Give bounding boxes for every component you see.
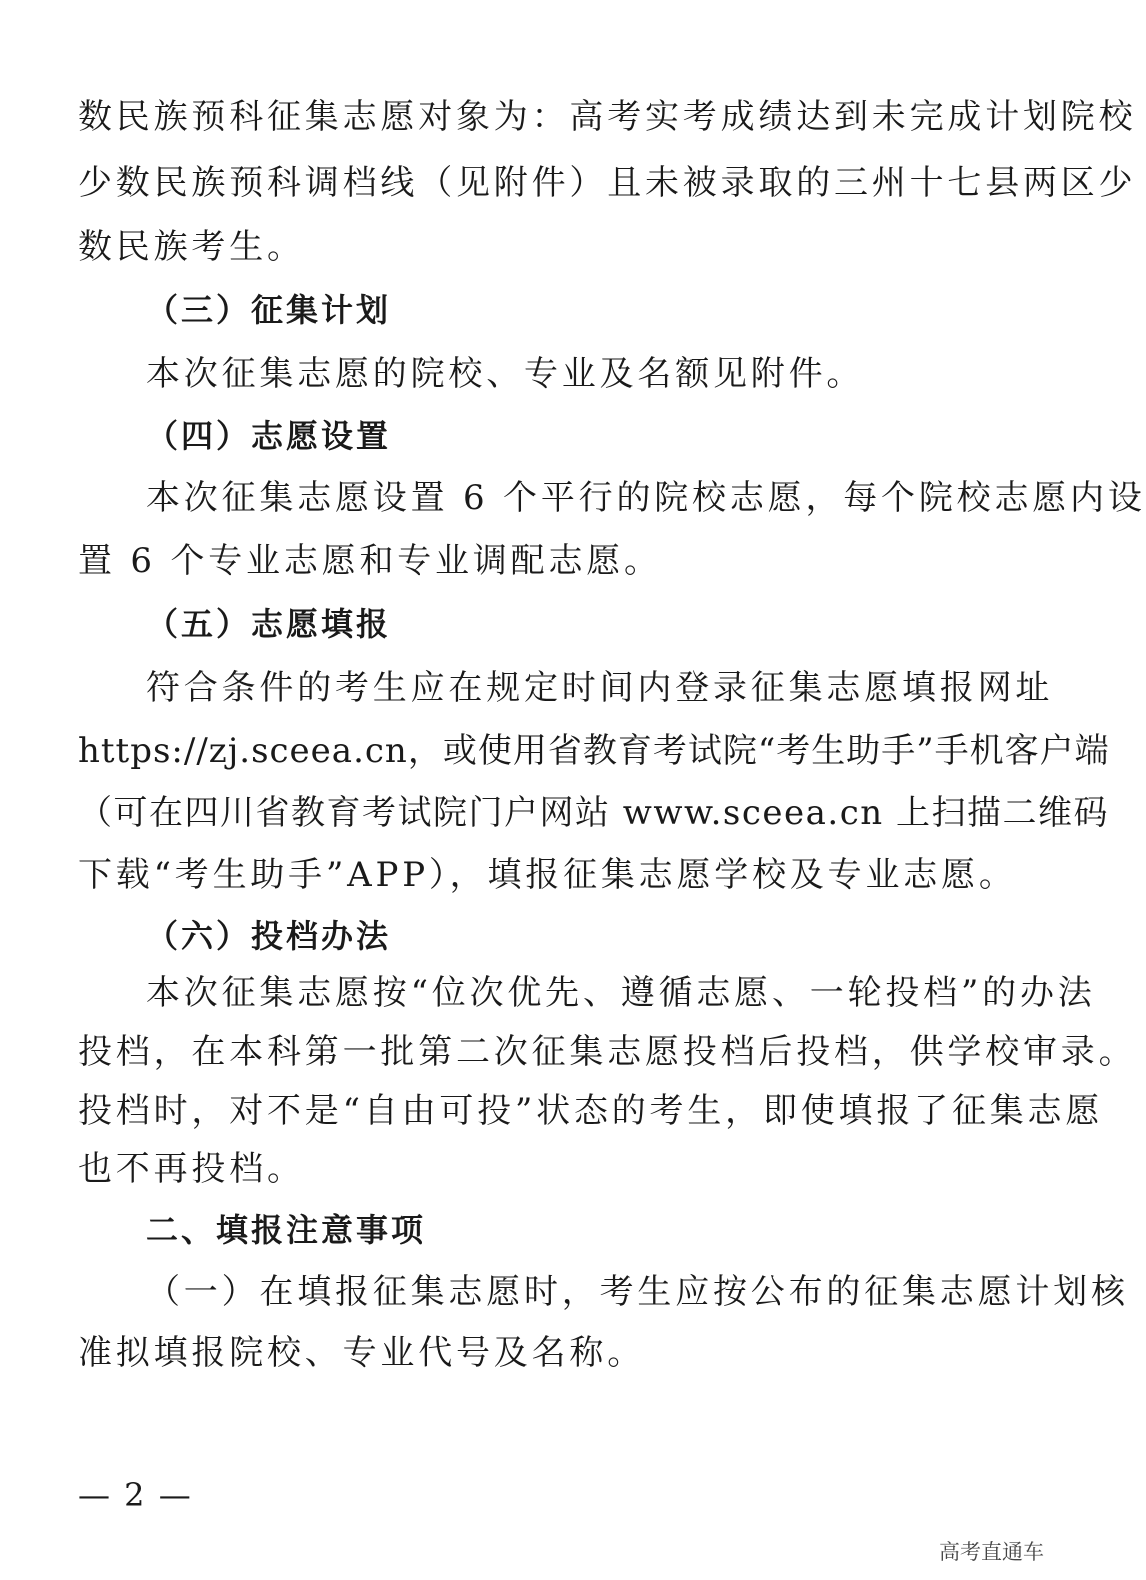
watermark-text: 高考直通车 xyxy=(939,1540,1044,1564)
paragraph-line-url: https://zj.sceea.cn，或使用省教育考试院“考生助手”手机客户端 xyxy=(78,731,1110,771)
paragraph-line: 本次征集志愿的院校、专业及名额见附件。 xyxy=(146,354,865,394)
section-heading-method: （六）投档办法 xyxy=(146,917,392,955)
paragraph-line: 少数民族预科调档线（见附件）且未被录取的三州十七县两区少 xyxy=(78,163,1137,203)
paragraph-line: 也不再投档。 xyxy=(78,1149,305,1189)
paragraph-line: 置 6 个专业志愿和专业调配志愿。 xyxy=(78,541,662,581)
paragraph-line: （一）在填报征集志愿时，考生应按公布的征集志愿计划核 xyxy=(146,1272,1129,1312)
paragraph-line: 下载“考生助手”APP），填报征集志愿学校及专业志愿。 xyxy=(78,855,1017,895)
paragraph-line: 投档时，对不是“自由可投”状态的考生，即使填报了征集志愿 xyxy=(78,1091,1104,1131)
paragraph-line: 数民族考生。 xyxy=(78,227,305,267)
paragraph-line: 符合条件的考生应在规定时间内登录征集志愿填报网址 xyxy=(146,668,1054,708)
section-heading-filling: （五）志愿填报 xyxy=(146,605,392,643)
section-heading-plan: （三）征集计划 xyxy=(146,291,392,329)
paragraph-line: 本次征集志愿设置 6 个平行的院校志愿，每个院校志愿内设 xyxy=(146,478,1146,518)
page-number: — 2 — xyxy=(78,1476,193,1514)
paragraph-line: 数民族预科征集志愿对象为：高考实考成绩达到未完成计划院校 xyxy=(78,97,1137,137)
paragraph-line: 投档，在本科第一批第二次征集志愿投档后投档，供学校审录。 xyxy=(78,1032,1137,1072)
paragraph-line: 本次征集志愿按“位次优先、遵循志愿、一轮投档”的办法 xyxy=(146,973,1096,1013)
paragraph-line: （可在四川省教育考试院门户网站 www.sceea.cn 上扫描二维码 xyxy=(78,793,1109,833)
section-heading-notes: 二、填报注意事项 xyxy=(146,1211,427,1249)
paragraph-line: 准拟填报院校、专业代号及名称。 xyxy=(78,1333,645,1373)
section-heading-settings: （四）志愿设置 xyxy=(146,417,392,455)
